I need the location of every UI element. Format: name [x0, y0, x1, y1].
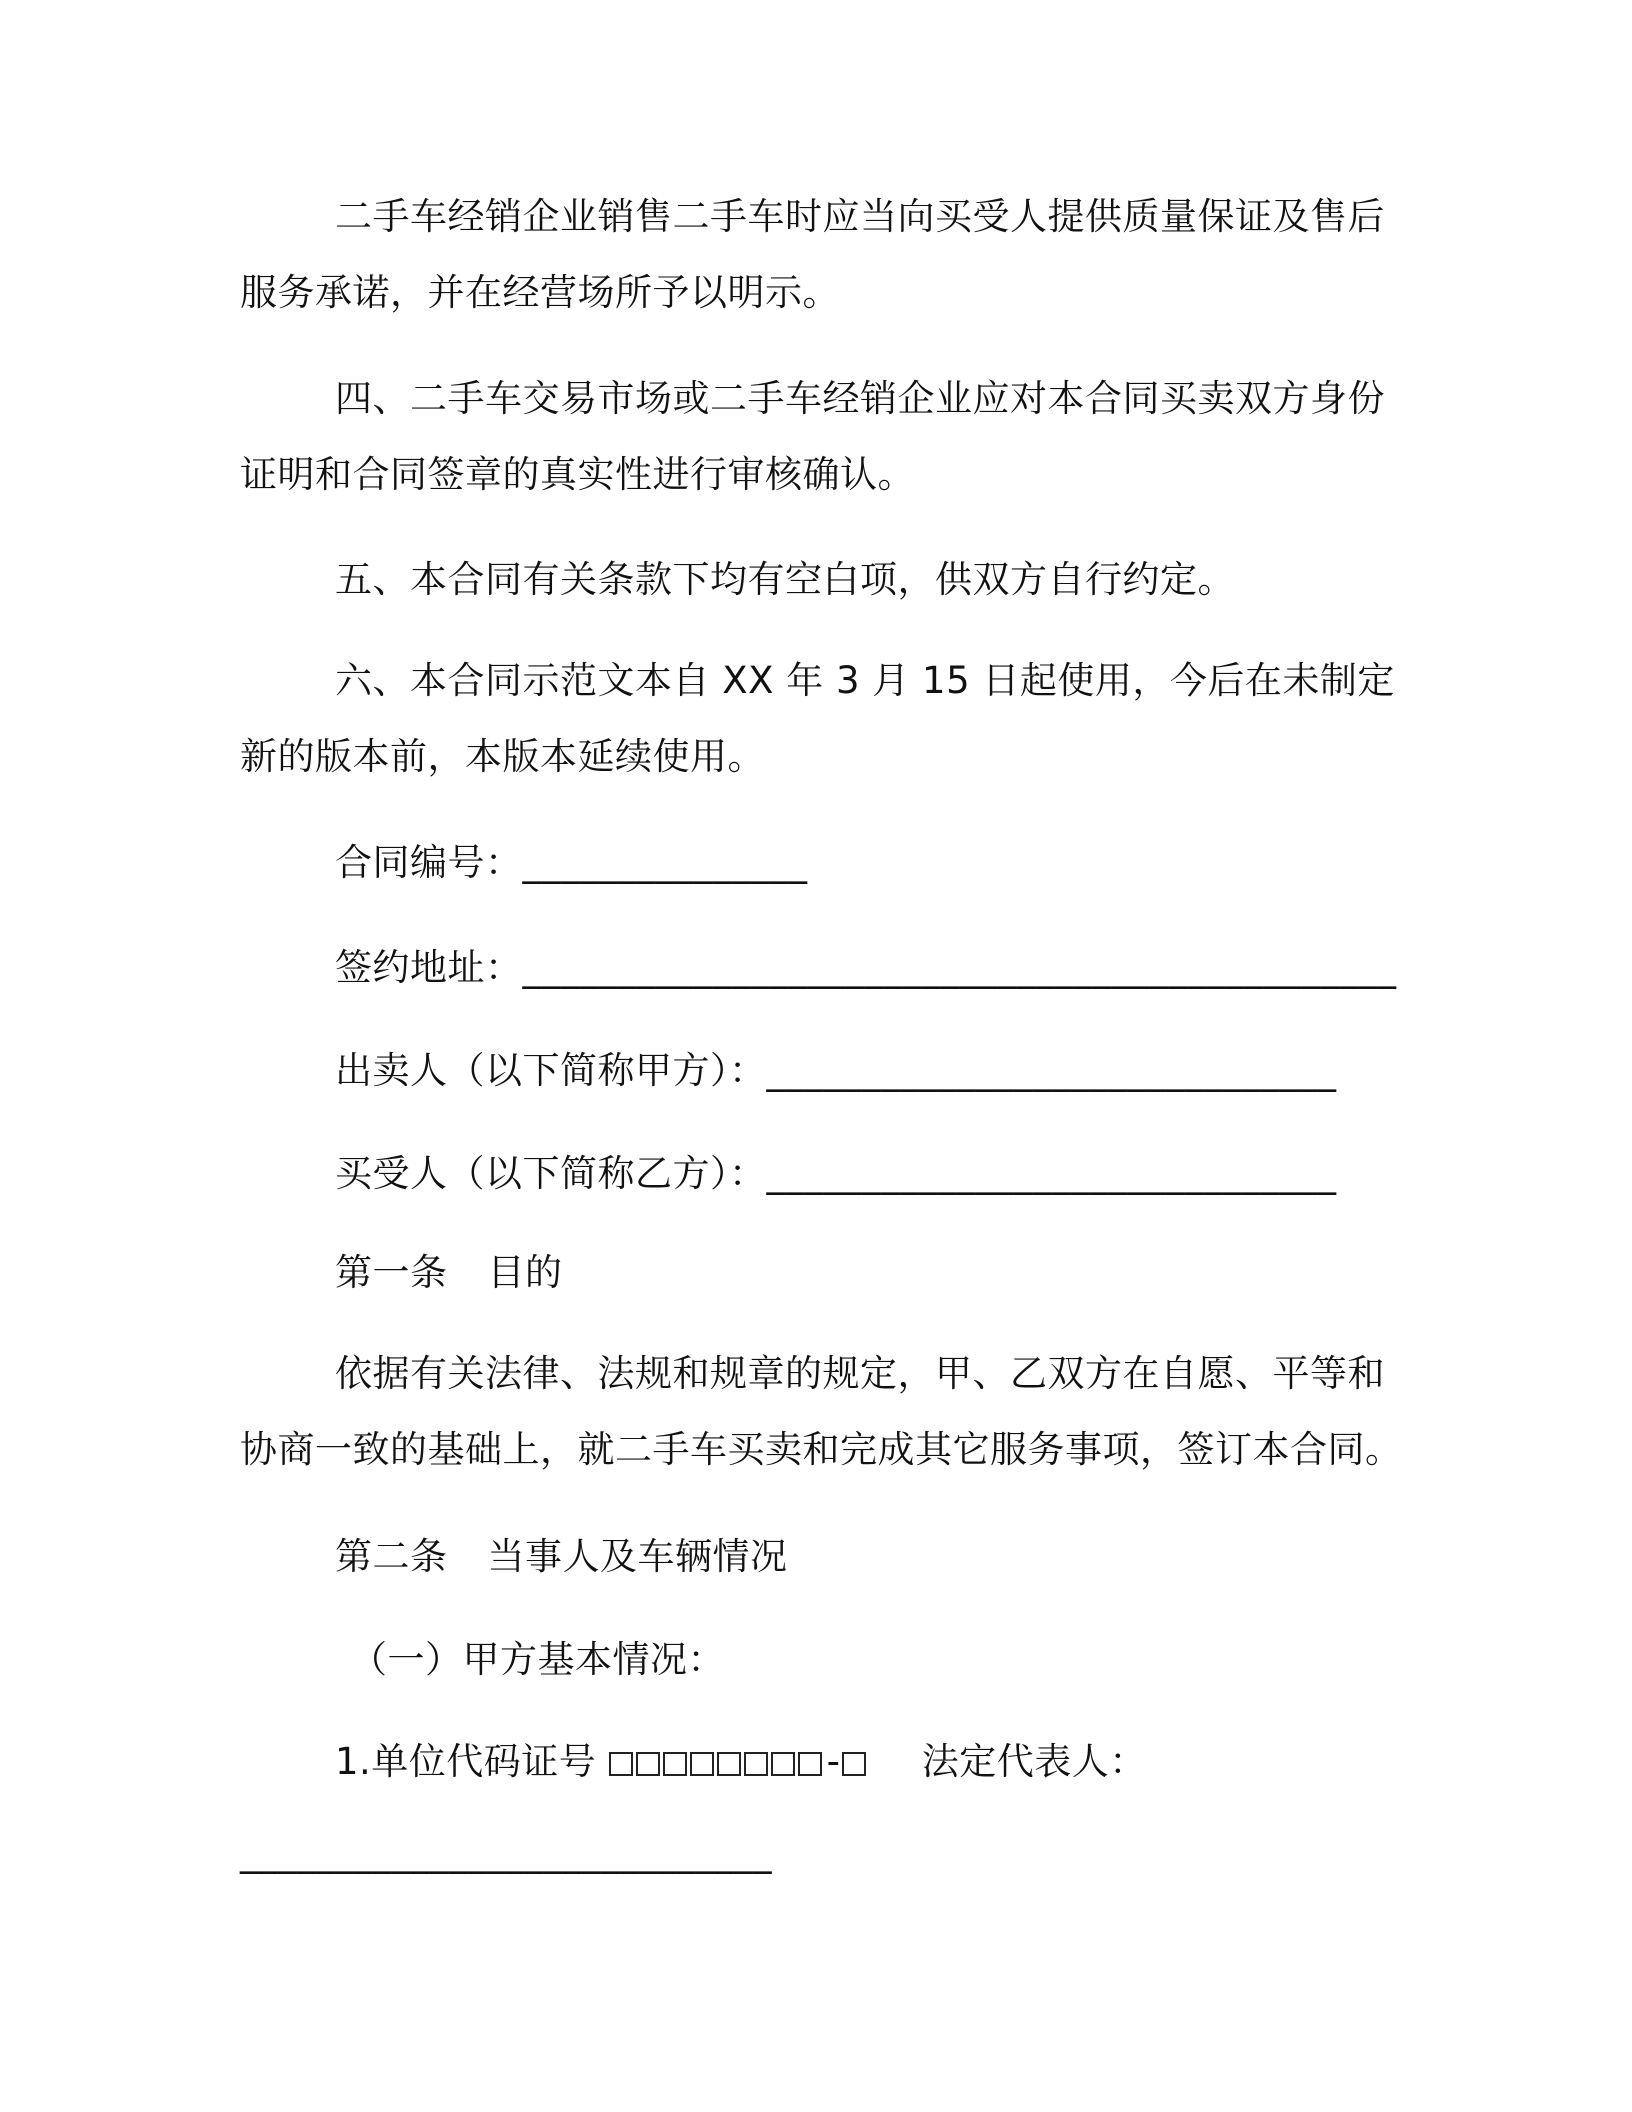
unit-code-box[interactable]: [744, 1752, 768, 1776]
para-1-line-1: 二手车经销企业销售二手车时应当向买受人提供质量保证及售后: [335, 195, 1385, 238]
unit-code-box[interactable]: [609, 1752, 633, 1776]
article-1-heading: [335, 1248, 563, 1298]
seller-blank: ______________________________: [766, 1049, 1337, 1092]
seller-label: 出卖人（以下简称甲方）：: [335, 1049, 767, 1092]
legal-representative-label: 法定代表人：: [921, 1740, 1147, 1783]
unit-code-box[interactable]: [798, 1752, 822, 1776]
contract-number-row: [335, 838, 808, 888]
legal-representative-blank: [240, 1828, 772, 1878]
sign-address-blank: ______________________________________________: [522, 946, 1397, 989]
unit-code-box[interactable]: [717, 1752, 741, 1776]
article-2-title: 当事人及车辆情况: [487, 1535, 788, 1578]
unit-code-boxes: [609, 1740, 882, 1783]
buyer-blank: ______________________________: [766, 1152, 1337, 1195]
article-2-number: 第二条: [335, 1535, 448, 1578]
unit-code-box[interactable]: [663, 1752, 687, 1776]
para-6-line-2: 新的版本前，本版本延续使用。: [240, 735, 765, 778]
article-1-line-1: 依据有关法律、法规和规章的规定，甲、乙双方在自愿、平等和: [335, 1352, 1385, 1395]
buyer-row: [335, 1149, 1337, 1199]
legal-representative-blank-line: ____________________________: [240, 1831, 772, 1874]
article-1-number: 第一条: [335, 1251, 448, 1294]
para-1-line-2: 服务承诺，并在经营场所予以明示。: [240, 271, 840, 314]
item-1-row: [335, 1737, 1147, 1787]
unit-code-label: 1.单位代码证号: [335, 1740, 597, 1783]
unit-code-check-box[interactable]: [842, 1752, 866, 1776]
contract-number-label: 合同编号：: [335, 841, 523, 884]
unit-code-box[interactable]: [690, 1752, 714, 1776]
unit-code-dash: -: [826, 1740, 841, 1783]
seller-row: [335, 1046, 1337, 1096]
para-4-line-2: 证明和合同签章的真实性进行审核确认。: [240, 453, 915, 496]
sign-address-label: 签约地址：: [335, 946, 523, 989]
para-6-line-1: 六、本合同示范文本自 XX 年 3 月 15 日起使用，今后在未制定: [335, 659, 1395, 702]
article-2-heading: [335, 1532, 788, 1582]
contract-number-blank: _______________: [522, 841, 808, 884]
article-1-line-2: 协商一致的基础上，就二手车买卖和完成其它服务事项，签订本合同。: [240, 1428, 1403, 1471]
sign-address-row: [335, 943, 1397, 993]
para-5: 五、本合同有关条款下均有空白项，供双方自行约定。: [335, 558, 1235, 601]
unit-code-box[interactable]: [636, 1752, 660, 1776]
para-4-line-1: 四、二手车交易市场或二手车经销企业应对本合同买卖双方身份: [335, 377, 1385, 420]
buyer-label: 买受人（以下简称乙方）：: [335, 1152, 767, 1195]
unit-code-box[interactable]: [771, 1752, 795, 1776]
section-1-heading: （一）甲方基本情况：: [350, 1638, 725, 1681]
article-1-title: 目的: [487, 1251, 563, 1294]
